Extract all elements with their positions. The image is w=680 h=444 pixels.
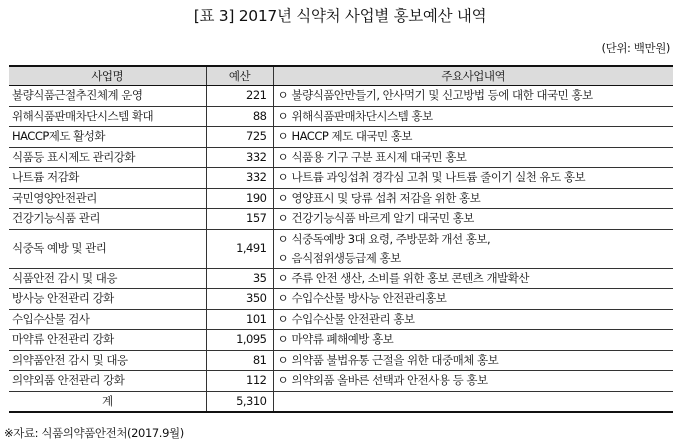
detail-text: 음식점위생등급제 홍보 bbox=[291, 250, 401, 265]
table-row bbox=[9, 371, 673, 392]
project-name-cell: 방사능 안전관리 강화 bbox=[9, 289, 206, 310]
table-row bbox=[9, 309, 673, 330]
detail-line bbox=[278, 148, 671, 167]
table-row bbox=[9, 86, 673, 107]
details-cell bbox=[273, 289, 673, 310]
project-name-cell: 식품안전 감시 및 대응 bbox=[9, 268, 206, 289]
table-title: [표 3] 2017년 식약처 사업별 홍보예산 내역 bbox=[193, 7, 487, 25]
detail-line bbox=[278, 330, 671, 349]
bullet-mark: ㅇ bbox=[277, 211, 289, 226]
total-label: 계 bbox=[9, 391, 206, 412]
details-cell bbox=[273, 330, 673, 351]
bullet-mark: ㅇ bbox=[277, 231, 289, 246]
table-row bbox=[9, 330, 673, 351]
header-main-details: 주요사업내역 bbox=[273, 66, 673, 86]
bullet-mark: ㅇ bbox=[277, 291, 289, 306]
table-row bbox=[9, 188, 673, 209]
budget-cell: 221 bbox=[206, 86, 273, 107]
project-name-cell: 위해식품판매차단시스템 확대 bbox=[9, 106, 206, 127]
unit-label: (단위: 백만원) bbox=[601, 41, 670, 55]
budget-cell: 112 bbox=[206, 371, 273, 392]
project-name-cell: 식품등 표시제도 관리강화 bbox=[9, 147, 206, 168]
detail-text: 식품용 기구 구분 표시제 대국민 홍보 bbox=[291, 149, 467, 164]
details-cell bbox=[273, 371, 673, 392]
table-row bbox=[9, 209, 673, 230]
detail-text: 의약외품 올바른 선택과 안전사용 등 홍보 bbox=[291, 373, 488, 388]
detail-text: 건강기능식품 바르게 알기 대국민 홍보 bbox=[291, 211, 474, 226]
budget-cell: 725 bbox=[206, 127, 273, 148]
details-cell bbox=[273, 127, 673, 148]
budget-cell: 1,491 bbox=[206, 229, 273, 268]
table-row bbox=[9, 106, 673, 127]
budget-cell: 332 bbox=[206, 147, 273, 168]
project-name-cell: 불량식품근절추진체계 운영 bbox=[9, 86, 206, 107]
details-cell bbox=[273, 147, 673, 168]
detail-text: 마약류 폐해예방 홍보 bbox=[291, 332, 394, 347]
budget-cell: 101 bbox=[206, 309, 273, 330]
detail-line bbox=[278, 371, 671, 390]
bullet-mark: ㅇ bbox=[277, 332, 289, 347]
total-budget: 5,310 bbox=[206, 391, 273, 412]
detail-text: 의약품 불법유통 근절을 위한 대중매체 홍보 bbox=[291, 352, 499, 367]
project-name-cell: 의약외품 안전관리 강화 bbox=[9, 371, 206, 392]
budget-cell: 81 bbox=[206, 350, 273, 371]
budget-cell: 332 bbox=[206, 168, 273, 189]
table-header-row bbox=[9, 66, 673, 86]
details-cell bbox=[273, 229, 673, 268]
detail-line bbox=[278, 269, 671, 288]
budget-cell: 350 bbox=[206, 289, 273, 310]
budget-cell: 1,095 bbox=[206, 330, 273, 351]
details-cell bbox=[273, 168, 673, 189]
header-project-name: 사업명 bbox=[9, 66, 206, 86]
bullet-mark: ㅇ bbox=[277, 373, 289, 388]
detail-text: 위해식품판매차단시스템 홍보 bbox=[291, 108, 433, 123]
project-name-cell: 국민영양안전관리 bbox=[9, 188, 206, 209]
source-note: ※자료: 식품의약품안전처(2017.9월) bbox=[4, 426, 184, 440]
project-name-cell: 의약품안전 감시 및 대응 bbox=[9, 350, 206, 371]
budget-cell: 88 bbox=[206, 106, 273, 127]
budget-cell: 35 bbox=[206, 268, 273, 289]
bullet-mark: ㅇ bbox=[277, 88, 289, 103]
bullet-mark: ㅇ bbox=[277, 149, 289, 164]
project-name-cell: 나트륨 저감화 bbox=[9, 168, 206, 189]
bullet-mark: ㅇ bbox=[277, 311, 289, 326]
detail-text: 영양표시 및 당류 섭취 저감을 위한 홍보 bbox=[291, 190, 481, 205]
bullet-mark: ㅇ bbox=[277, 250, 289, 265]
detail-text: 주류 안전 생산, 소비를 위한 홍보 콘텐츠 개발확산 bbox=[291, 270, 529, 285]
detail-text: 수입수산물 안전관리 홍보 bbox=[291, 311, 415, 326]
details-cell bbox=[273, 268, 673, 289]
detail-text: 불량식품안만들기, 안사먹기 및 신고방법 등에 대한 대국민 홍보 bbox=[291, 88, 593, 103]
project-name-cell: HACCP제도 활성화 bbox=[9, 127, 206, 148]
details-cell bbox=[273, 209, 673, 230]
project-name-cell: 마약류 안전관리 강화 bbox=[9, 330, 206, 351]
bullet-mark: ㅇ bbox=[277, 108, 289, 123]
header-budget: 예산 bbox=[206, 66, 273, 86]
bullet-mark: ㅇ bbox=[277, 270, 289, 285]
budget-table bbox=[9, 65, 673, 413]
table-row bbox=[9, 147, 673, 168]
detail-text: 식중독예방 3대 요령, 주방문화 개선 홍보, bbox=[291, 231, 491, 246]
bullet-mark: ㅇ bbox=[277, 190, 289, 205]
detail-line bbox=[278, 230, 671, 249]
budget-cell: 190 bbox=[206, 188, 273, 209]
detail-line bbox=[278, 289, 671, 308]
project-name-cell: 식중독 예방 및 관리 bbox=[9, 229, 206, 268]
table-row bbox=[9, 168, 673, 189]
detail-line bbox=[278, 209, 671, 228]
details-cell bbox=[273, 350, 673, 371]
detail-line bbox=[278, 127, 671, 146]
detail-line bbox=[278, 249, 671, 268]
table-row bbox=[9, 289, 673, 310]
detail-line bbox=[278, 189, 671, 208]
details-cell bbox=[273, 309, 673, 330]
detail-line bbox=[278, 86, 671, 105]
detail-line bbox=[278, 310, 671, 329]
budget-cell: 157 bbox=[206, 209, 273, 230]
project-name-cell: 건강기능식품 관리 bbox=[9, 209, 206, 230]
details-cell bbox=[273, 86, 673, 107]
details-cell bbox=[273, 106, 673, 127]
detail-line bbox=[278, 351, 671, 370]
table-body bbox=[9, 86, 673, 413]
project-name-cell: 수입수산물 검사 bbox=[9, 309, 206, 330]
total-row bbox=[9, 391, 673, 412]
table-row bbox=[9, 229, 673, 268]
detail-line bbox=[278, 168, 671, 187]
details-cell bbox=[273, 188, 673, 209]
bullet-mark: ㅇ bbox=[277, 129, 289, 144]
total-details-empty bbox=[273, 391, 673, 412]
bullet-mark: ㅇ bbox=[277, 352, 289, 367]
table-row bbox=[9, 350, 673, 371]
table-row bbox=[9, 268, 673, 289]
detail-text: 나트륨 과잉섭취 경각심 고취 및 나트륨 줄이기 실천 유도 홍보 bbox=[291, 170, 586, 185]
bullet-mark: ㅇ bbox=[277, 170, 289, 185]
detail-line bbox=[278, 107, 671, 126]
table-row bbox=[9, 127, 673, 148]
detail-text: HACCP 제도 대국민 홍보 bbox=[291, 129, 413, 144]
detail-text: 수입수산물 방사능 안전관리홍보 bbox=[291, 291, 447, 306]
